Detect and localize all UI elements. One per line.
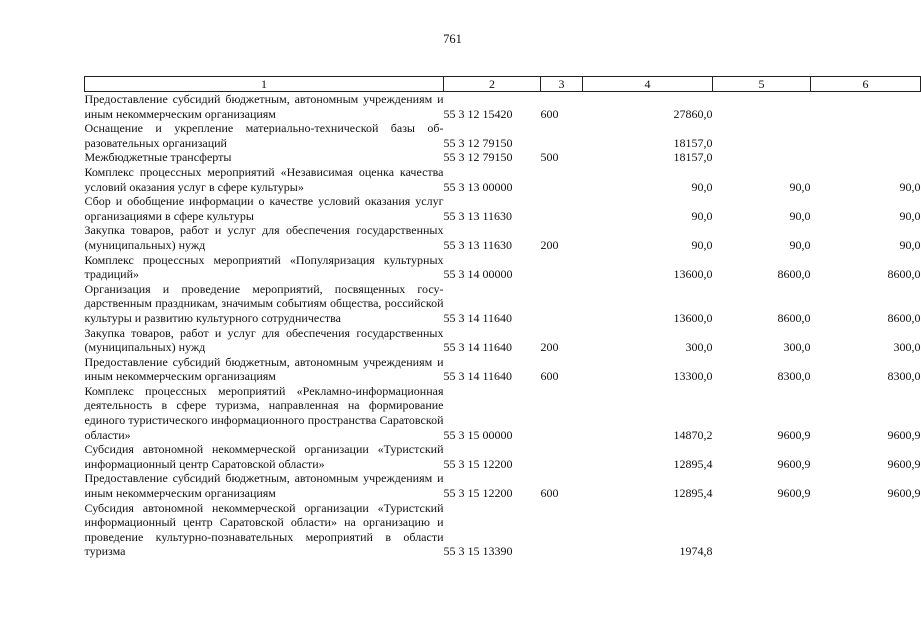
row-code-cell: 55 3 15 13390 [443,544,513,559]
row-type-cell [541,501,583,559]
row-name-cell: Субсидия автономной некоммерческой организации «Туристский информационный центр Саратовской области» на организацию и проведение культурно-познавательных мероприятий в области туризма [84,500,444,559]
row-value-3-cell [811,92,921,122]
table-row [85,165,921,194]
row-value-2-cell [713,501,811,559]
row-value-2-cell: 9600,9 [777,427,811,442]
row-name-cell: Предоставление субсидий бюджетным, автономным учреждениям и иным некоммерческим организациям [84,471,444,501]
table-body [85,92,921,560]
row-value-1-cell: 14870,2 [673,427,713,442]
row-value-3-cell: 9600,9 [887,486,921,501]
table-header [85,77,921,92]
col-header-3: 3 [541,77,583,92]
row-type-cell: 600 [540,486,559,501]
row-type-cell [541,165,583,194]
row-code-cell: 55 3 14 11640 [443,310,513,325]
row-code-cell: 55 3 13 11630 [443,237,513,252]
row-type-cell [541,121,583,150]
row-value-1-cell: 300,0 [685,340,713,355]
row-name-cell: Комплекс процессных мероприятий «Популяризация культурных традиций» [84,252,444,282]
row-value-1-cell: 27860,0 [673,106,713,121]
row-code-cell: 55 3 12 79150 [443,150,513,165]
col-header-1: 1 [85,77,444,92]
row-value-1-cell: 13600,0 [673,310,713,325]
row-value-3-cell: 8600,0 [887,267,921,282]
row-code-cell: 55 3 14 11640 [443,340,513,355]
table-row [85,442,921,471]
row-name-cell: Субсидия автономной некоммерческой организации «Туристский информационный центр Саратовской области» [84,442,444,471]
row-value-2-cell: 90,0 [789,179,811,194]
col-header-2: 2 [444,77,541,92]
row-value-2-cell [713,92,811,122]
row-value-2-cell: 8600,0 [777,267,811,282]
row-code-cell: 55 3 13 00000 [443,179,513,194]
row-name-cell: Оснащение и укрепление материально-технической базы образовательных организаций [84,121,444,150]
table-row [85,92,921,122]
table-row [85,282,921,326]
row-type-cell: 200 [540,237,559,252]
row-value-2-cell: 9600,9 [777,456,811,471]
row-type-cell [541,194,583,223]
table-row [85,121,921,150]
row-value-2-cell: 9600,9 [777,486,811,501]
row-code-cell: 55 3 14 00000 [443,267,513,282]
row-name-cell: Комплекс процессных мероприятий «Независимая оценка качества условий оказания услуг в сфере культуры» [84,164,444,194]
row-value-3-cell: 9600,9 [887,427,921,442]
row-name-cell: Межбюджетные трансферты [84,150,232,165]
row-value-3-cell [811,150,921,165]
row-value-1-cell: 18157,0 [673,150,713,165]
row-value-2-cell [713,150,811,165]
row-value-2-cell: 8600,0 [777,310,811,325]
row-value-1-cell: 12895,4 [673,486,713,501]
row-code-cell: 55 3 12 79150 [443,135,513,150]
table-row [85,223,921,252]
table-row [85,194,921,223]
row-value-1-cell: 13300,0 [673,369,713,384]
row-value-3-cell: 90,0 [899,237,921,252]
row-value-3-cell: 8600,0 [887,310,921,325]
row-name-cell: Организация и проведение мероприятий, посвященных государственным праздникам, значимым событиям общества, российской культуры и развитию культурного сотрудничества [84,281,444,325]
table-row [85,326,921,355]
row-value-3-cell: 300,0 [893,340,921,355]
table-row [85,150,921,165]
row-name-cell: Комплекс процессных мероприятий «Рекламно-информационная деятельность в сфере туризма, направленная на формирование единого туристического информационного пространства Саратовской области» [84,383,444,442]
table-row [85,501,921,559]
row-code-cell: 55 3 14 11640 [443,369,513,384]
row-code-cell: 55 3 12 15420 [443,106,513,121]
row-code-cell: 55 3 15 00000 [443,427,513,442]
row-value-1-cell: 90,0 [691,208,713,223]
row-code-cell: 55 3 15 12200 [443,486,513,501]
row-code-cell: 55 3 13 11630 [443,208,513,223]
table-row [85,384,921,442]
row-value-2-cell: 8300,0 [777,369,811,384]
row-name-cell: Сбор и обобщение информации о качестве условий оказания услуг организациями в сфере культуры [84,194,444,223]
col-header-6: 6 [811,77,921,92]
row-type-cell [541,253,583,282]
table-row [85,355,921,384]
page-number: 761 [443,32,462,46]
row-value-1-cell: 13600,0 [673,267,713,282]
row-value-1-cell: 12895,4 [673,456,713,471]
row-type-cell: 500 [540,150,559,165]
row-value-2-cell: 300,0 [783,340,811,355]
row-value-1-cell: 90,0 [691,237,713,252]
row-value-3-cell: 90,0 [899,179,921,194]
row-name-cell: Закупка товаров, работ и услуг для обеспечения государственных (муниципальных) нужд [84,325,444,355]
row-type-cell [541,384,583,442]
row-value-1-cell: 18157,0 [673,135,713,150]
row-value-2-cell [713,121,811,150]
col-header-5: 5 [713,77,811,92]
row-type-cell [541,442,583,471]
row-value-2-cell: 90,0 [789,208,811,223]
col-header-4: 4 [583,77,713,92]
row-value-2-cell: 90,0 [789,237,811,252]
row-type-cell: 200 [540,340,559,355]
row-name-cell: Предоставление субсидий бюджетным, автономным учреждениям и иным некоммерческим организациям [84,354,444,384]
row-code-cell: 55 3 15 12200 [443,456,513,471]
row-value-1-cell: 90,0 [691,179,713,194]
row-value-3-cell [811,121,921,150]
table-row [85,471,921,500]
row-type-cell: 600 [540,369,559,384]
table-row [85,253,921,282]
row-value-3-cell: 8300,0 [887,369,921,384]
row-value-3-cell: 90,0 [899,208,921,223]
row-value-1-cell: 1974,8 [679,544,713,559]
row-type-cell: 600 [540,106,559,121]
row-name-cell: Предоставление субсидий бюджетным, автономным учреждениям и иным некоммерческим организациям [84,92,444,121]
row-name-cell: Закупка товаров, работ и услуг для обеспечения государственных (муниципальных) нужд [84,223,444,252]
budget-table [84,76,921,559]
row-value-3-cell: 9600,9 [887,456,921,471]
row-type-cell [541,282,583,326]
row-value-3-cell [811,501,921,559]
header-row [85,77,921,92]
